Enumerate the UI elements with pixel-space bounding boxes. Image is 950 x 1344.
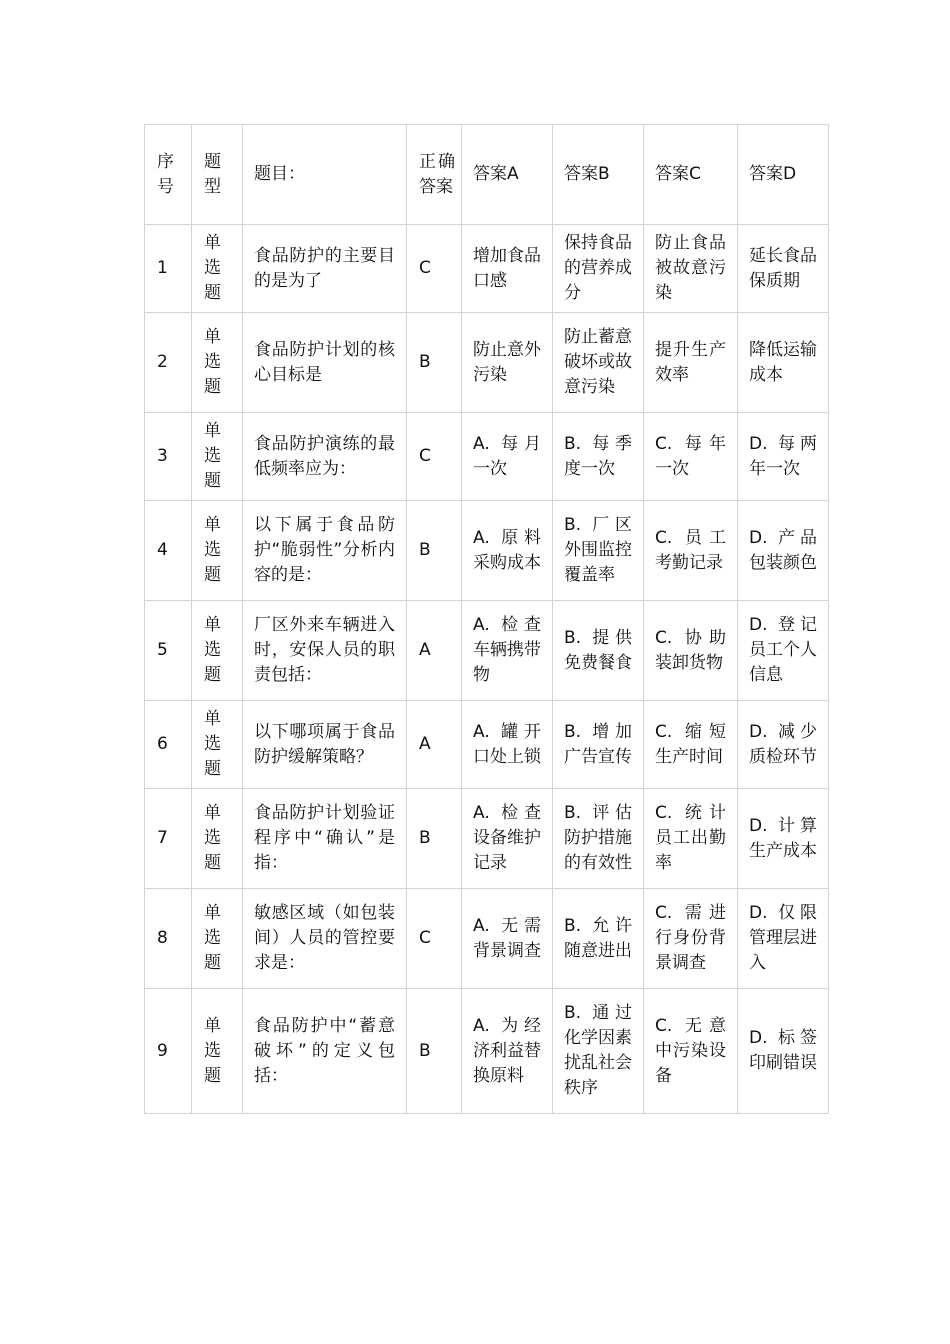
- question-type: 单选题: [192, 313, 243, 413]
- question-type: 单选题: [192, 889, 243, 989]
- row-number: 8: [145, 889, 192, 989]
- header-row: [145, 125, 829, 225]
- question-text: 以下属于食品防护“脆弱性”分析内容的是：: [243, 501, 407, 601]
- option-c: C. 无意中污染设备: [644, 989, 738, 1114]
- answer-key: C: [407, 225, 462, 313]
- option-a: 增加食品口感: [462, 225, 553, 313]
- option-b: 防止蓄意破坏或故意污染: [553, 313, 644, 413]
- answer-key: A: [407, 701, 462, 789]
- row-number: 1: [145, 225, 192, 313]
- question-type: 单选题: [192, 413, 243, 501]
- option-d: D. 计算生产成本: [738, 789, 829, 889]
- table-row: [145, 989, 829, 1114]
- option-a: A. 检查车辆携带物: [462, 601, 553, 701]
- option-d: D. 标签印刷错误: [738, 989, 829, 1114]
- answer-key: B: [407, 989, 462, 1114]
- option-c: C. 需进行身份背景调查: [644, 889, 738, 989]
- answer-key: B: [407, 789, 462, 889]
- option-a: A. 检查设备维护记录: [462, 789, 553, 889]
- table-row: [145, 501, 829, 601]
- question-type: 单选题: [192, 501, 243, 601]
- question-type: 单选题: [192, 989, 243, 1114]
- table-row: [145, 313, 829, 413]
- option-c: C. 每年一次: [644, 413, 738, 501]
- question-text: 厂区外来车辆进入时，安保人员的职责包括：: [243, 601, 407, 701]
- option-c: C. 缩短生产时间: [644, 701, 738, 789]
- question-text: 敏感区域（如包装间）人员的管控要求是：: [243, 889, 407, 989]
- table-row: [145, 889, 829, 989]
- option-a: A. 为经济利益替换原料: [462, 989, 553, 1114]
- header-answer-c: 答案C: [644, 125, 738, 225]
- question-text: 以下哪项属于食品防护缓解策略？: [243, 701, 407, 789]
- table-row: [145, 413, 829, 501]
- question-text: 食品防护中“蓄意破坏”的定义包括：: [243, 989, 407, 1114]
- row-number: 3: [145, 413, 192, 501]
- row-number: 4: [145, 501, 192, 601]
- option-b: B. 提供免费餐食: [553, 601, 644, 701]
- option-b: B. 评估防护措施的有效性: [553, 789, 644, 889]
- option-d: 延长食品保质期: [738, 225, 829, 313]
- option-b: B. 通过化学因素扰乱社会秩序: [553, 989, 644, 1114]
- question-text: 食品防护计划的核心目标是: [243, 313, 407, 413]
- row-number: 5: [145, 601, 192, 701]
- header-answer-a: 答案A: [462, 125, 553, 225]
- header-answer-key: 正确答案: [407, 125, 462, 225]
- option-b: B. 厂区外围监控覆盖率: [553, 501, 644, 601]
- option-c: C. 协助装卸货物: [644, 601, 738, 701]
- option-c: C. 统计员工出勤率: [644, 789, 738, 889]
- option-d: D. 每两年一次: [738, 413, 829, 501]
- option-c: 防止食品被故意污染: [644, 225, 738, 313]
- header-no: 序号: [145, 125, 192, 225]
- row-number: 6: [145, 701, 192, 789]
- answer-key: A: [407, 601, 462, 701]
- answer-key: C: [407, 889, 462, 989]
- option-d: D. 产品包装颜色: [738, 501, 829, 601]
- question-type: 单选题: [192, 789, 243, 889]
- header-type: 题型: [192, 125, 243, 225]
- row-number: 9: [145, 989, 192, 1114]
- option-b: 保持食品的营养成分: [553, 225, 644, 313]
- answer-key: B: [407, 501, 462, 601]
- option-a: A. 无需背景调查: [462, 889, 553, 989]
- option-a: 防止意外污染: [462, 313, 553, 413]
- question-text: 食品防护演练的最低频率应为：: [243, 413, 407, 501]
- option-b: B. 允许随意进出: [553, 889, 644, 989]
- table-row: [145, 701, 829, 789]
- question-table: [144, 124, 829, 1114]
- header-question: 题目：: [243, 125, 407, 225]
- question-type: 单选题: [192, 601, 243, 701]
- option-d: D. 减少质检环节: [738, 701, 829, 789]
- header-answer-d: 答案D: [738, 125, 829, 225]
- header-answer-b: 答案B: [553, 125, 644, 225]
- option-d: D. 登记员工个人信息: [738, 601, 829, 701]
- option-b: B. 增加广告宣传: [553, 701, 644, 789]
- question-type: 单选题: [192, 225, 243, 313]
- option-a: A. 罐开口处上锁: [462, 701, 553, 789]
- table-row: [145, 601, 829, 701]
- answer-key: C: [407, 413, 462, 501]
- option-d: D. 仅限管理层进入: [738, 889, 829, 989]
- option-a: A. 原料采购成本: [462, 501, 553, 601]
- question-text: 食品防护计划验证程序中“确认”是指：: [243, 789, 407, 889]
- table-row: [145, 225, 829, 313]
- option-c: 提升生产效率: [644, 313, 738, 413]
- option-d: 降低运输成本: [738, 313, 829, 413]
- row-number: 2: [145, 313, 192, 413]
- question-type: 单选题: [192, 701, 243, 789]
- row-number: 7: [145, 789, 192, 889]
- answer-key: B: [407, 313, 462, 413]
- question-text: 食品防护的主要目的是为了: [243, 225, 407, 313]
- option-a: A. 每月一次: [462, 413, 553, 501]
- table-row: [145, 789, 829, 889]
- option-c: C. 员工考勤记录: [644, 501, 738, 601]
- option-b: B. 每季度一次: [553, 413, 644, 501]
